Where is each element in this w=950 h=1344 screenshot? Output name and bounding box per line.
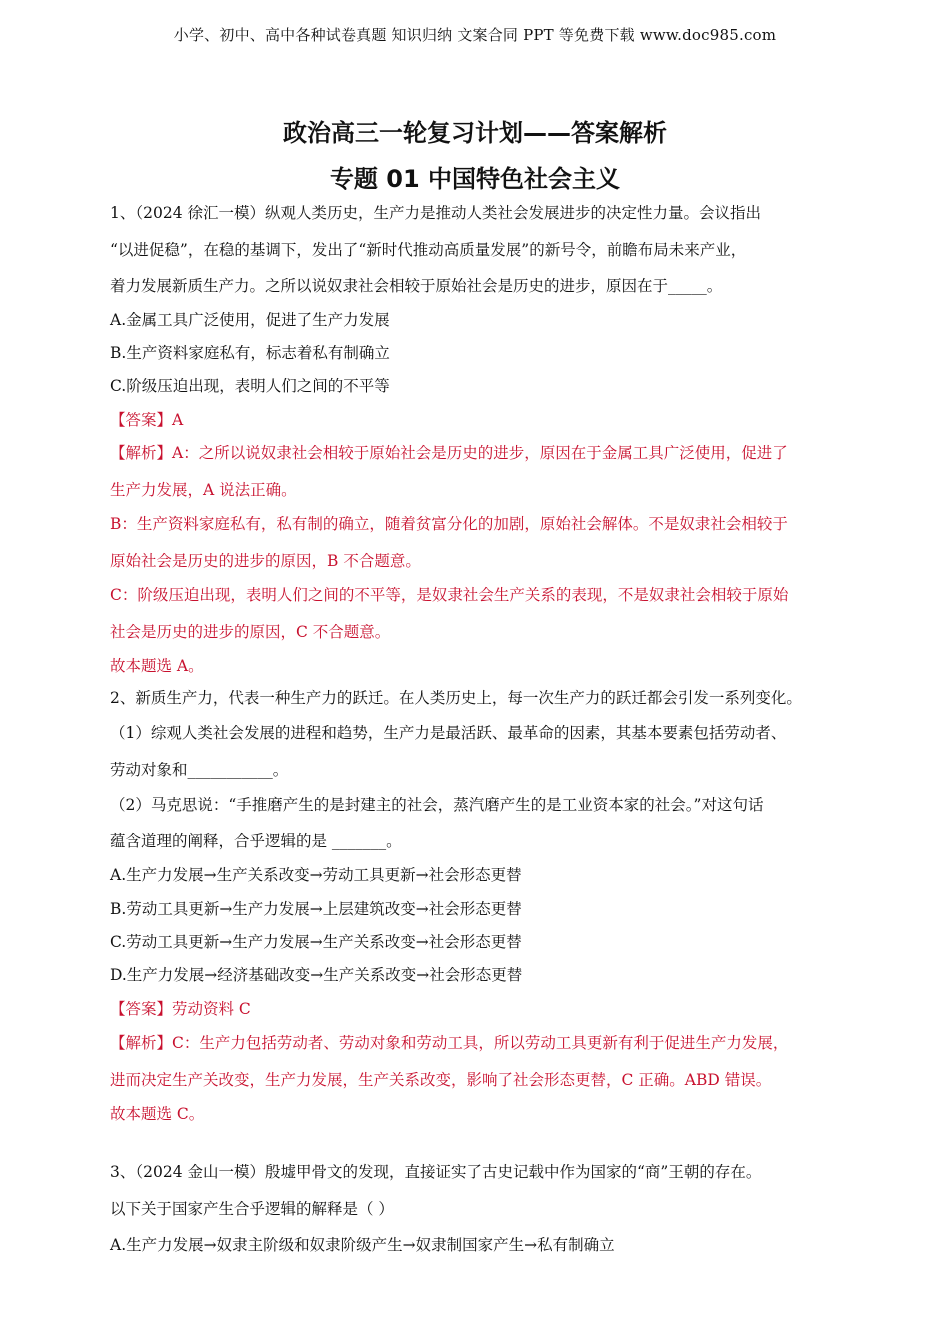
option-line: A.金属工具广泛使用，促进了生产力发展: [110, 311, 390, 329]
analysis-line: 【解析】C：生产力包括劳动者、劳动对象和劳动工具，所以劳动工具更新有利于促进生产力发展，: [110, 1034, 789, 1052]
text-line: 劳动对象和___________。: [110, 761, 289, 779]
option-line: C.阶级压迫出现，表明人们之间的不平等: [110, 377, 390, 395]
text-line: 蕴含道理的阐释，合乎逻辑的是 _______。: [110, 832, 402, 850]
option-line: D.生产力发展→经济基础改变→生产关系改变→社会形态更替: [110, 966, 523, 984]
text-line: （2）马克思说：“手推磨产生的是封建主的社会，蒸汽磨产生的是工业资本家的社会。”对这句话: [110, 796, 764, 814]
document-title: 政治高三一轮复习计划——答案解析: [283, 119, 667, 147]
analysis-line: 生产力发展，A 说法正确。: [110, 481, 297, 499]
analysis-line: B：生产资料家庭私有，私有制的确立，随着贫富分化的加剧，原始社会解体。不是奴隶社会相较于: [110, 515, 788, 533]
option-line: B.劳动工具更新→生产力发展→上层建筑改变→社会形态更替: [110, 900, 522, 918]
page-header: 小学、初中、高中各种试卷真题 知识归纳 文案合同 PPT 等免费下载 www.doc985.com: [173, 26, 777, 44]
analysis-line: 进而决定生产关改变，生产力发展，生产关系改变，影响了社会形态更替，C 正确。ABD 错误。: [110, 1071, 772, 1089]
option-line: A.生产力发展→奴隶主阶级和奴隶阶级产生→奴隶制国家产生→私有制确立: [110, 1236, 615, 1254]
option-line: A.生产力发展→生产关系改变→劳动工具更新→社会形态更替: [110, 866, 522, 884]
conclusion-line: 故本题选 C。: [110, 1105, 205, 1123]
conclusion-line: 故本题选 A。: [110, 657, 204, 675]
text-line: 2、新质生产力，代表一种生产力的跃迁。在人类历史上，每一次生产力的跃迁都会引发一系列变化。: [110, 689, 802, 707]
answer-line: 【答案】A: [110, 411, 184, 429]
analysis-line: 社会是历史的进步的原因，C 不合题意。: [110, 623, 391, 641]
text-line: 以下关于国家产生合乎逻辑的解释是（ ）: [110, 1200, 394, 1218]
option-line: C.劳动工具更新→生产力发展→生产关系改变→社会形态更替: [110, 933, 522, 951]
text-line: （1）综观人类社会发展的进程和趋势，生产力是最活跃、最革命的因素，其基本要素包括劳动者、: [110, 724, 787, 742]
text-line: 3、（2024 金山一模）殷墟甲骨文的发现，直接证实了古史记载中作为国家的“商”王朝的存在。: [110, 1163, 762, 1181]
text-line: “以进促稳”，在稳的基调下，发出了“新时代推动高质量发展”的新号令，前瞻布局未来产业，: [110, 241, 747, 259]
text-line: 1、（2024 徐汇一模）纵观人类历史，生产力是推动人类社会发展进步的决定性力量。会议指出: [110, 204, 761, 222]
answer-line: 【答案】劳动资料 C: [110, 1000, 251, 1018]
text-line: 着力发展新质生产力。之所以说奴隶社会相较于原始社会是历史的进步，原因在于_____。: [110, 277, 723, 295]
analysis-line: C：阶级压迫出现，表明人们之间的不平等，是奴隶社会生产关系的表现，不是奴隶社会相较于原始: [110, 586, 789, 604]
analysis-line: 原始社会是历史的进步的原因，B 不合题意。: [110, 552, 421, 570]
document-subtitle: 专题 01 中国特色社会主义: [329, 165, 621, 193]
analysis-line: 【解析】A：之所以说奴隶社会相较于原始社会是历史的进步，原因在于金属工具广泛使用，促进了: [110, 444, 788, 462]
option-line: B.生产资料家庭私有，标志着私有制确立: [110, 344, 390, 362]
